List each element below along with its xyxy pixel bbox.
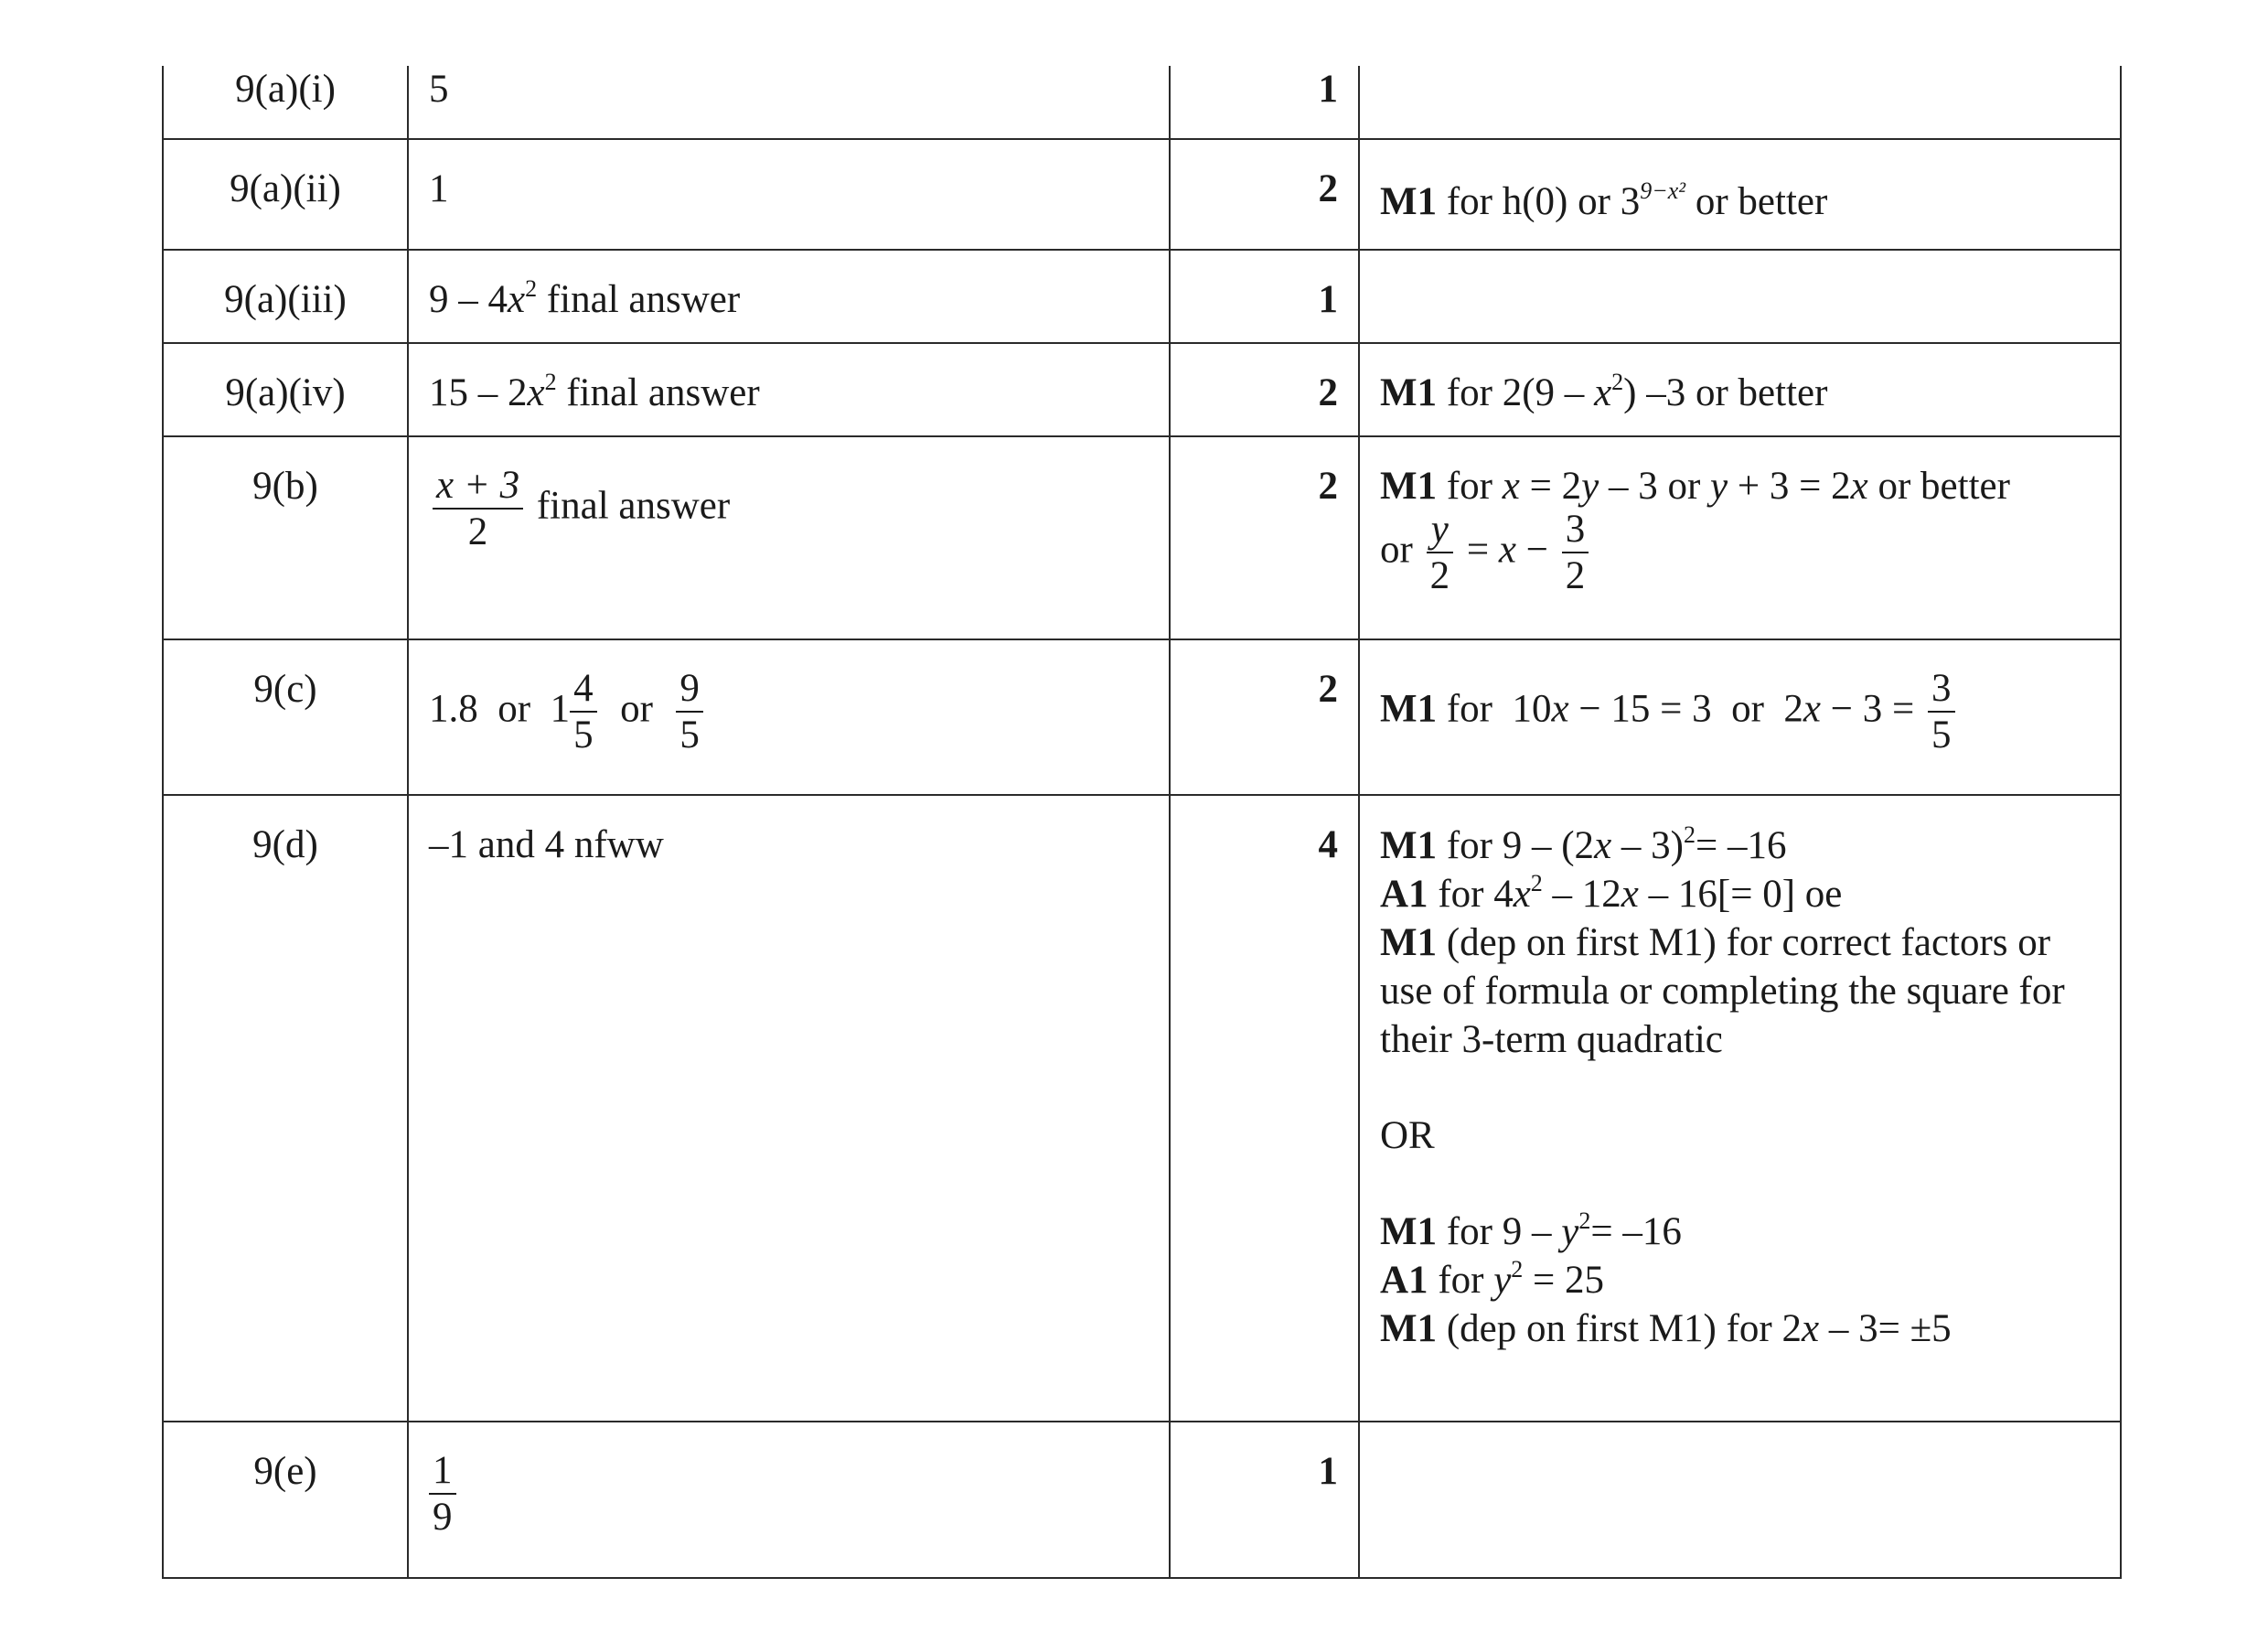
marks-cell: 1 [1170,66,1359,139]
variable: x [1621,873,1639,916]
guidance-text: for 10 [1437,687,1552,731]
guidance-text: or better [1685,180,1828,223]
marks-cell: 2 [1170,139,1359,250]
guidance-text: = [1457,527,1499,571]
guidance-text: for h(0) or 3 [1437,180,1641,223]
marks-cell: 1 [1170,1422,1359,1578]
guidance-line [1380,1207,2100,1256]
guidance-text: (dep on first M1) for correct factors or use of formula or completing the square for their 3-term quadratic [1380,921,2065,1061]
mark-code: M1 [1380,1210,1438,1253]
exponent: 2 [1683,821,1696,848]
question-cell: 9(a)(i) [163,66,408,139]
denominator: 5 [1931,714,1952,757]
guidance-text: or better [1867,465,2010,508]
question-cell: 9(d) [163,795,408,1422]
denominator: 2 [467,510,488,554]
marks-cell: 2 [1170,436,1359,639]
answer-cell [408,639,1170,795]
guidance-line [1380,918,2100,1064]
numerator: 4 [570,666,597,713]
fraction [570,666,597,758]
guidance-text: for [1428,1259,1494,1302]
guidance-cell [1359,795,2121,1422]
numerator: 3 [1562,507,1589,553]
guidance-text: for 2(9 – [1437,371,1595,414]
fraction [433,463,523,555]
mark-code: M1 [1380,687,1438,731]
mark-code: M1 [1380,824,1438,867]
answer-text: 9 – 4 [429,278,508,321]
guidance-text: − 3 = [1821,687,1925,731]
denominator: 5 [573,714,594,757]
table-row [163,139,2121,250]
guidance-cell [1359,343,2121,436]
guidance-text: for 9 – [1437,1210,1562,1253]
guidance-cell [1359,639,2121,795]
guidance-line [1380,1304,2100,1353]
exponent: 2 [544,369,557,395]
guidance-text: + 3 = 2 [1728,465,1851,508]
answer-cell: 5 [408,66,1170,139]
exponent: 2 [1530,870,1543,896]
question-cell: 9(b) [163,436,408,639]
guidance-cell [1359,250,2121,343]
variable: y [1581,465,1599,508]
answer-cell [408,1422,1170,1578]
guidance-line [1380,870,2100,918]
marks-cell: 2 [1170,639,1359,795]
answer-text: 1.8 or 1 [429,687,571,731]
mark-code: M1 [1380,371,1438,414]
variable: x [1594,824,1612,867]
guidance-line [1380,1256,2100,1304]
fraction [676,666,703,758]
guidance-text: − 15 = 3 or 2 [1568,687,1803,731]
question-cell: 9(a)(iii) [163,250,408,343]
answer-text: final answer [537,278,741,321]
guidance-text: or [1380,527,1413,571]
exponent: 2 [1611,369,1624,395]
answer-cell [408,343,1170,436]
numerator: y [1427,507,1454,553]
exponent: 2 [1578,1207,1591,1234]
guidance-line [1380,463,2100,510]
numerator: 1 [429,1448,456,1495]
variable: x [1850,465,1868,508]
answer-cell: 1 [408,139,1170,250]
fraction [1562,507,1589,599]
denominator: 2 [1565,554,1586,598]
marks-cell: 4 [1170,795,1359,1422]
variable: x [527,371,545,414]
variable: x [1498,527,1516,571]
guidance-text: – 12 [1542,873,1621,916]
numerator: 3 [1928,666,1955,713]
guidance-text: = –16 [1590,1210,1682,1253]
guidance-text: – 16[= 0] oe [1638,873,1843,916]
guidance-text: ) –3 or better [1623,371,1828,414]
guidance-text: − [1515,527,1558,571]
guidance-text: – 3 or [1599,465,1711,508]
answer-text: final answer [527,484,731,528]
question-cell: 9(a)(ii) [163,139,408,250]
table-row [163,250,2121,343]
guidance-text: = –16 [1695,824,1787,867]
guidance-cell [1359,139,2121,250]
mark-code: A1 [1380,873,1428,916]
table-row [163,436,2121,639]
mark-code: M1 [1380,180,1438,223]
marks-cell: 1 [1170,250,1359,343]
table-row [163,343,2121,436]
guidance-text: for [1437,465,1503,508]
guidance-text: (dep on first M1) for 2 [1437,1307,1802,1350]
exponent: 2 [525,275,538,302]
fraction [1427,507,1454,599]
answer-cell [408,250,1170,343]
guidance-line [1380,507,2100,599]
guidance-text: – 3) [1611,824,1684,867]
denominator: 2 [1429,554,1450,598]
or-divider-text: OR [1380,1114,1435,1157]
variable: x [1594,371,1612,414]
answer-text: or [600,687,673,731]
numerator: x + 3 [433,463,523,510]
answer-text: final answer [556,371,760,414]
answer-text: 15 – 2 [429,371,528,414]
guidance-cell [1359,66,2121,139]
mark-code: A1 [1380,1259,1428,1302]
variable: x [1513,873,1531,916]
guidance-text: for 9 – (2 [1437,824,1595,867]
table-row [163,639,2121,795]
variable: y [1561,1210,1579,1253]
question-cell: 9(a)(iv) [163,343,408,436]
variable: y [1710,465,1728,508]
mark-code: M1 [1380,921,1438,964]
answer-cell: –1 and 4 nfww [408,795,1170,1422]
variable: x [1551,687,1569,731]
mark-code: M1 [1380,465,1438,508]
guidance-line [1380,821,2100,870]
marks-cell: 2 [1170,343,1359,436]
denominator: 9 [433,1496,453,1540]
guidance-cell [1359,1422,2121,1578]
numerator: 9 [676,666,703,713]
variable: y [1493,1259,1512,1302]
answer-cell [408,436,1170,639]
variable: x [1801,1307,1820,1350]
table-row [163,1422,2121,1578]
guidance-text: = 25 [1523,1259,1605,1302]
table-row [163,795,2121,1422]
question-cell: 9(e) [163,1422,408,1578]
exponent: 9−x² [1640,177,1686,204]
variable: x [508,278,526,321]
denominator: 5 [679,714,700,757]
question-cell: 9(c) [163,639,408,795]
guidance-text: = 2 [1519,465,1582,508]
fraction [1928,666,1955,758]
guidance-cell [1359,436,2121,639]
mark-scheme-table [162,66,2122,1579]
guidance-text: – 3= ±5 [1819,1307,1952,1350]
variable: x [1803,687,1821,731]
variable: x [1502,465,1520,508]
guidance-text: for 4 [1428,873,1514,916]
mark-code: M1 [1380,1307,1438,1350]
table-row [163,66,2121,139]
exponent: 2 [1511,1256,1524,1282]
fraction [429,1448,456,1540]
